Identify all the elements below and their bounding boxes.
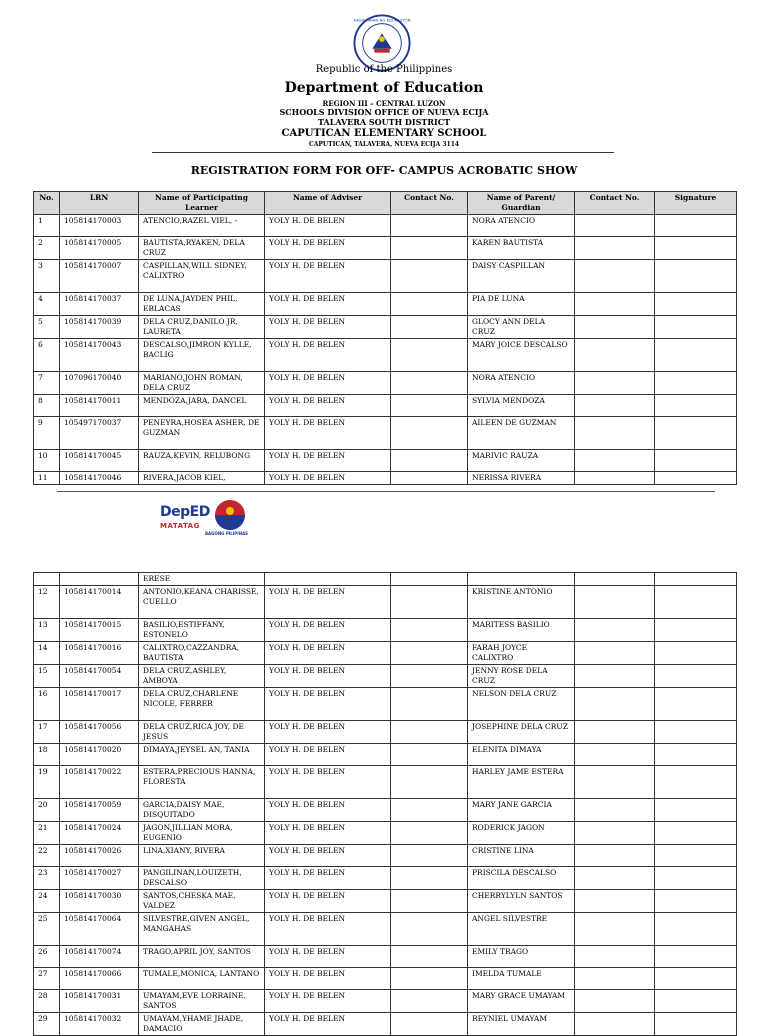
row-number: 1 — [34, 215, 60, 237]
table-row — [34, 822, 737, 845]
parent-contact-cell — [575, 890, 655, 913]
row-number: 24 — [34, 890, 60, 913]
lrn-cell: 105814170045 — [60, 450, 139, 472]
parent-name-cell: KRISTINE ANTONIO — [468, 586, 575, 619]
row-number: 13 — [34, 619, 60, 642]
adviser-name-cell: YOLY H. DE BELEN — [265, 293, 391, 316]
adviser-name-cell: YOLY H. DE BELEN — [265, 990, 391, 1013]
learner-name-cell: DESCALSO,JIMRON KYLLE, BACLIG — [139, 339, 265, 372]
parent-name-cell: JOSEPHINE DELA CRUZ — [468, 721, 575, 744]
adviser-name-cell: YOLY H. DE BELEN — [265, 946, 391, 968]
footer-logos — [160, 497, 260, 545]
signature-cell — [655, 913, 737, 946]
adviser-contact-cell — [391, 395, 468, 417]
table-row — [34, 1013, 737, 1036]
row-number: 2 — [34, 237, 60, 260]
lrn-cell: 105814170011 — [60, 395, 139, 417]
row-number — [34, 573, 60, 586]
lrn-cell: 105814170074 — [60, 946, 139, 968]
lrn-cell — [60, 573, 139, 586]
lrn-cell: 105814170066 — [60, 968, 139, 990]
signature-cell — [655, 215, 737, 237]
signature-cell — [655, 1013, 737, 1036]
adviser-contact-cell — [391, 665, 468, 688]
bagong-pilipinas-logo-icon — [210, 499, 250, 531]
learner-name-cell: MARIANO,JOHN ROMAN, DELA CRUZ — [139, 372, 265, 395]
parent-name-cell: DAISY CASPILLAN — [468, 260, 575, 293]
parent-contact-cell — [575, 744, 655, 766]
school-address: CAPUTICAN, TALAVERA, NUEVA ECIJA 3114 — [308, 141, 460, 148]
adviser-name-cell: YOLY H. DE BELEN — [265, 586, 391, 619]
row-number: 9 — [34, 417, 60, 450]
parent-contact-cell — [575, 237, 655, 260]
adviser-name-cell — [265, 573, 391, 586]
table-row — [34, 316, 737, 339]
parent-contact-cell — [575, 766, 655, 799]
table-row — [34, 293, 737, 316]
parent-contact-cell — [575, 260, 655, 293]
lrn-cell: 105497170037 — [60, 417, 139, 450]
lrn-cell: 105814170003 — [60, 215, 139, 237]
parent-contact-cell — [575, 619, 655, 642]
table-row — [34, 450, 737, 472]
lrn-cell: 105814170016 — [60, 642, 139, 665]
adviser-contact-cell — [391, 642, 468, 665]
adviser-name-cell: YOLY H. DE BELEN — [265, 472, 391, 485]
signature-cell — [655, 744, 737, 766]
learner-name-cell: JAGON,JILLIAN MORA, EUGENIO — [139, 822, 265, 845]
adviser-contact-cell — [391, 573, 468, 586]
adviser-contact-cell — [391, 1013, 468, 1036]
learner-name-cell: DE LUNA,JAYDEN PHIL, EBLACAS — [139, 293, 265, 316]
adviser-contact-cell — [391, 799, 468, 822]
learner-name-cell: TRAGO,APRIL JOY, SANTOS — [139, 946, 265, 968]
lrn-cell: 105814170056 — [60, 721, 139, 744]
parent-name-cell: MARY JANE GARCIA — [468, 799, 575, 822]
header-divider — [152, 152, 614, 153]
parent-name-cell — [468, 573, 575, 586]
signature-cell — [655, 642, 737, 665]
table-row — [34, 946, 737, 968]
parent-contact-cell — [575, 665, 655, 688]
lrn-cell: 105814170015 — [60, 619, 139, 642]
signature-cell — [655, 867, 737, 890]
learner-name-cell: GARCIA,DAISY MAE, DISQUITADO — [139, 799, 265, 822]
learner-name-cell: ESTERA,PRECIOUS HANNA, FLORESTA — [139, 766, 265, 799]
learner-name-cell: CASPILLAN,WILL SIDNEY, CALIXTRO — [139, 260, 265, 293]
lrn-cell: 105814170026 — [60, 845, 139, 867]
parent-name-cell: FARAH JOYCE CALIXTRO — [468, 642, 575, 665]
table-row — [34, 744, 737, 766]
adviser-contact-cell — [391, 721, 468, 744]
adviser-contact-cell — [391, 215, 468, 237]
adviser-contact-cell — [391, 472, 468, 485]
learner-name-cell: RAUZA,KEVIN, RELUBONG — [139, 450, 265, 472]
row-number: 15 — [34, 665, 60, 688]
parent-name-cell: ELENITA DIMAYA — [468, 744, 575, 766]
learner-name-cell: BAUTISTA,RYAKEN, DELA CRUZ — [139, 237, 265, 260]
adviser-contact-cell — [391, 450, 468, 472]
table-row — [34, 417, 737, 450]
table-row — [34, 665, 737, 688]
learner-name-cell: DELA CRUZ,ASHLEY, AMBOYA — [139, 665, 265, 688]
adviser-name-cell: YOLY H. DE BELEN — [265, 215, 391, 237]
parent-name-cell: ANGEL SILVESTRE — [468, 913, 575, 946]
adviser-name-cell: YOLY H. DE BELEN — [265, 968, 391, 990]
parent-contact-cell — [575, 990, 655, 1013]
adviser-name-cell: YOLY H. DE BELEN — [265, 799, 391, 822]
adviser-contact-cell — [391, 867, 468, 890]
learner-name-cell: DELA CRUZ,CHARLENE NICOLE, FERRER — [139, 688, 265, 721]
learner-name-cell: DELA CRUZ,RICA JOY, DE JESUS — [139, 721, 265, 744]
parent-contact-cell — [575, 867, 655, 890]
signature-cell — [655, 721, 737, 744]
registration-table-page2 — [33, 572, 737, 1036]
column-header: Contact No. — [575, 192, 655, 215]
column-header: No. — [34, 192, 60, 215]
row-number: 29 — [34, 1013, 60, 1036]
adviser-contact-cell — [391, 339, 468, 372]
adviser-name-cell: YOLY H. DE BELEN — [265, 316, 391, 339]
row-number: 3 — [34, 260, 60, 293]
district-label: TALAVERA SOUTH DISTRICT — [317, 117, 451, 127]
signature-cell — [655, 293, 737, 316]
parent-contact-cell — [575, 688, 655, 721]
lrn-cell: 105814170032 — [60, 1013, 139, 1036]
signature-cell — [655, 472, 737, 485]
learner-name-cell: PANGILINAN,LOUIZETH, DESCALSO — [139, 867, 265, 890]
parent-name-cell: PIA DE LUNA — [468, 293, 575, 316]
parent-contact-cell — [575, 573, 655, 586]
adviser-name-cell: YOLY H. DE BELEN — [265, 721, 391, 744]
school-name: CAPUTICAN ELEMENTARY SCHOOL — [281, 128, 487, 139]
region-label: REGION III – CENTRAL LUZON — [322, 99, 446, 108]
table-row — [34, 688, 737, 721]
lrn-cell: 105814170054 — [60, 665, 139, 688]
adviser-contact-cell — [391, 293, 468, 316]
parent-name-cell: NORA ATENCIO — [468, 372, 575, 395]
parent-contact-cell — [575, 913, 655, 946]
parent-contact-cell — [575, 586, 655, 619]
table-row — [34, 845, 737, 867]
row-number: 23 — [34, 867, 60, 890]
table-row — [34, 573, 737, 586]
adviser-contact-cell — [391, 619, 468, 642]
learner-name-cell: SANTOS,CHESKA MAE, VALDEZ — [139, 890, 265, 913]
learner-name-cell: UMAYAM,EVE LORRAINE, SANTOS — [139, 990, 265, 1013]
learner-name-cell: PENEYRA,HOSEA ASHER, DE GUZMAN — [139, 417, 265, 450]
learner-name-cell: LINA,XIANY, RIVERA — [139, 845, 265, 867]
parent-name-cell: CRISTINE LINA — [468, 845, 575, 867]
signature-cell — [655, 586, 737, 619]
signature-cell — [655, 339, 737, 372]
row-number: 27 — [34, 968, 60, 990]
lrn-cell: 105814170027 — [60, 867, 139, 890]
adviser-name-cell: YOLY H. DE BELEN — [265, 642, 391, 665]
adviser-contact-cell — [391, 417, 468, 450]
parent-contact-cell — [575, 1013, 655, 1036]
adviser-name-cell: YOLY H. DE BELEN — [265, 867, 391, 890]
parent-name-cell: SYLVIA MENDOZA — [468, 395, 575, 417]
registration-table-page1 — [33, 191, 737, 485]
adviser-contact-cell — [391, 237, 468, 260]
table-row — [34, 766, 737, 799]
parent-name-cell: NELSON DELA CRUZ — [468, 688, 575, 721]
parent-name-cell: MARY JOICE DESCALSO — [468, 339, 575, 372]
row-number: 25 — [34, 913, 60, 946]
adviser-contact-cell — [391, 968, 468, 990]
parent-contact-cell — [575, 822, 655, 845]
table-row — [34, 913, 737, 946]
parent-contact-cell — [575, 845, 655, 867]
parent-contact-cell — [575, 642, 655, 665]
parent-contact-cell — [575, 339, 655, 372]
matatag-logo: MATATAG — [160, 522, 200, 530]
learner-name-cell: BASILIO,ESTIFFANY, ESTONELO — [139, 619, 265, 642]
lrn-cell: 107096170040 — [60, 372, 139, 395]
adviser-contact-cell — [391, 744, 468, 766]
adviser-name-cell: YOLY H. DE BELEN — [265, 688, 391, 721]
column-header: LRN — [60, 192, 139, 215]
adviser-name-cell: YOLY H. DE BELEN — [265, 890, 391, 913]
lrn-cell: 105814170030 — [60, 890, 139, 913]
page-separator — [57, 491, 715, 492]
adviser-name-cell: YOLY H. DE BELEN — [265, 372, 391, 395]
learner-name-cell: RIVERA,JACOB KIEL, — [139, 472, 265, 485]
table-row — [34, 990, 737, 1013]
signature-cell — [655, 799, 737, 822]
adviser-contact-cell — [391, 260, 468, 293]
signature-cell — [655, 395, 737, 417]
adviser-contact-cell — [391, 946, 468, 968]
adviser-contact-cell — [391, 372, 468, 395]
parent-name-cell: CHERRYLYLN SANTOS — [468, 890, 575, 913]
row-number: 4 — [34, 293, 60, 316]
learner-name-cell: DELA CRUZ,DANILO JR, LAURETA — [139, 316, 265, 339]
adviser-contact-cell — [391, 766, 468, 799]
lrn-cell: 105814170024 — [60, 822, 139, 845]
signature-cell — [655, 417, 737, 450]
parent-name-cell: HARLEY JAME ESTERA — [468, 766, 575, 799]
lrn-cell: 105814170014 — [60, 586, 139, 619]
adviser-contact-cell — [391, 845, 468, 867]
parent-name-cell: GLOCY ANN DELA CRUZ — [468, 316, 575, 339]
signature-cell — [655, 372, 737, 395]
table-row — [34, 642, 737, 665]
column-header: Signature — [655, 192, 737, 215]
row-number: 19 — [34, 766, 60, 799]
table-row — [34, 721, 737, 744]
signature-cell — [655, 845, 737, 867]
table-row — [34, 372, 737, 395]
lrn-cell: 105814170039 — [60, 316, 139, 339]
lrn-cell: 105814170005 — [60, 237, 139, 260]
parent-name-cell: PRISCILA DESCALSO — [468, 867, 575, 890]
signature-cell — [655, 968, 737, 990]
column-header: Name of Participating Learner — [139, 192, 265, 215]
learner-name-cell: DIMAYA,JEYSEL AN, TANIA — [139, 744, 265, 766]
parent-name-cell: MARIVIC RAUZA — [468, 450, 575, 472]
column-header: Contact No. — [391, 192, 468, 215]
table-row — [34, 472, 737, 485]
signature-cell — [655, 450, 737, 472]
parent-contact-cell — [575, 799, 655, 822]
learner-name-cell: SILVESTRE,GIVEN ANGEL, MANGAHAS — [139, 913, 265, 946]
parent-contact-cell — [575, 395, 655, 417]
adviser-name-cell: YOLY H. DE BELEN — [265, 339, 391, 372]
adviser-contact-cell — [391, 822, 468, 845]
adviser-name-cell: YOLY H. DE BELEN — [265, 913, 391, 946]
table-header-row — [34, 192, 737, 215]
deped-logo: DepED — [160, 504, 210, 520]
adviser-name-cell: YOLY H. DE BELEN — [265, 1013, 391, 1036]
adviser-name-cell: YOLY H. DE BELEN — [265, 822, 391, 845]
learner-name-cell: ERESE — [139, 573, 265, 586]
lrn-cell: 105814170020 — [60, 744, 139, 766]
row-number: 21 — [34, 822, 60, 845]
division-label: SCHOOLS DIVISION OFFICE OF NUEVA ECIJA — [279, 107, 489, 117]
column-header: Name of Parent/ Guardian — [468, 192, 575, 215]
parent-name-cell: MARY GRACE UMAYAM — [468, 990, 575, 1013]
parent-contact-cell — [575, 372, 655, 395]
row-number: 11 — [34, 472, 60, 485]
adviser-name-cell: YOLY H. DE BELEN — [265, 744, 391, 766]
table-row — [34, 339, 737, 372]
learner-name-cell: UMAYAM,YHAME JHADE, DAMACIO — [139, 1013, 265, 1036]
bagong-pilipinas-label: BAGONG PILIPINAS — [205, 531, 249, 536]
parent-name-cell: JENNY ROSE DELA CRUZ — [468, 665, 575, 688]
adviser-contact-cell — [391, 913, 468, 946]
parent-contact-cell — [575, 316, 655, 339]
learner-name-cell: MENDOZA,JARA, DANCEL — [139, 395, 265, 417]
learner-name-cell: ANTONIO,KEANA CHARISSE, CUELLO — [139, 586, 265, 619]
parent-name-cell: KAREN BAUTISTA — [468, 237, 575, 260]
adviser-name-cell: YOLY H. DE BELEN — [265, 417, 391, 450]
row-number: 6 — [34, 339, 60, 372]
table-row — [34, 968, 737, 990]
signature-cell — [655, 890, 737, 913]
table-row — [34, 867, 737, 890]
adviser-name-cell: YOLY H. DE BELEN — [265, 665, 391, 688]
row-number: 8 — [34, 395, 60, 417]
adviser-name-cell: YOLY H. DE BELEN — [265, 619, 391, 642]
row-number: 10 — [34, 450, 60, 472]
parent-contact-cell — [575, 946, 655, 968]
parent-name-cell: MARITESS BASILIO — [468, 619, 575, 642]
row-number: 14 — [34, 642, 60, 665]
parent-contact-cell — [575, 450, 655, 472]
parent-name-cell: NORA ATENCIO — [468, 215, 575, 237]
column-header: Name of Adviser — [265, 192, 391, 215]
lrn-cell: 105814170037 — [60, 293, 139, 316]
parent-contact-cell — [575, 968, 655, 990]
parent-name-cell: REYNIEL UMAYAM — [468, 1013, 575, 1036]
adviser-contact-cell — [391, 688, 468, 721]
adviser-name-cell: YOLY H. DE BELEN — [265, 845, 391, 867]
parent-name-cell: IMELDA TUMALE — [468, 968, 575, 990]
row-number: 26 — [34, 946, 60, 968]
republic-label: Republic of the Philippines — [315, 64, 453, 75]
row-number: 17 — [34, 721, 60, 744]
parent-contact-cell — [575, 417, 655, 450]
table-row — [34, 890, 737, 913]
signature-cell — [655, 665, 737, 688]
table-row — [34, 260, 737, 293]
lrn-cell: 105814170007 — [60, 260, 139, 293]
lrn-cell: 105814170031 — [60, 990, 139, 1013]
seal-text: KAGAWARAN NG EDUKASYON — [353, 17, 411, 23]
adviser-contact-cell — [391, 990, 468, 1013]
row-number: 20 — [34, 799, 60, 822]
learner-name-cell: CALIXTRO,CAZZANDRA, BAUTISTA — [139, 642, 265, 665]
parent-name-cell: AILEEN DE GUZMAN — [468, 417, 575, 450]
parent-contact-cell — [575, 472, 655, 485]
parent-contact-cell — [575, 215, 655, 237]
signature-cell — [655, 316, 737, 339]
parent-name-cell: NERISSA RIVERA — [468, 472, 575, 485]
parent-name-cell: RODERICK JAGON — [468, 822, 575, 845]
signature-cell — [655, 573, 737, 586]
row-number: 16 — [34, 688, 60, 721]
signature-cell — [655, 688, 737, 721]
lrn-cell: 105814170022 — [60, 766, 139, 799]
parent-contact-cell — [575, 721, 655, 744]
adviser-contact-cell — [391, 890, 468, 913]
signature-cell — [655, 946, 737, 968]
table-row — [34, 215, 737, 237]
adviser-contact-cell — [391, 586, 468, 619]
signature-cell — [655, 766, 737, 799]
signature-cell — [655, 260, 737, 293]
adviser-name-cell: YOLY H. DE BELEN — [265, 766, 391, 799]
parent-contact-cell — [575, 293, 655, 316]
row-number: 12 — [34, 586, 60, 619]
row-number: 22 — [34, 845, 60, 867]
adviser-name-cell: YOLY H. DE BELEN — [265, 395, 391, 417]
signature-cell — [655, 619, 737, 642]
row-number: 18 — [34, 744, 60, 766]
row-number: 28 — [34, 990, 60, 1013]
adviser-name-cell: YOLY H. DE BELEN — [265, 237, 391, 260]
table-row — [34, 619, 737, 642]
table-row — [34, 395, 737, 417]
signature-cell — [655, 822, 737, 845]
adviser-name-cell: YOLY H. DE BELEN — [265, 450, 391, 472]
signature-cell — [655, 990, 737, 1013]
row-number: 5 — [34, 316, 60, 339]
table-row — [34, 799, 737, 822]
department-title: Department of Education — [284, 80, 484, 96]
learner-name-cell: ATENCIO,RAZEL VIEL, - — [139, 215, 265, 237]
row-number: 7 — [34, 372, 60, 395]
lrn-cell: 105814170046 — [60, 472, 139, 485]
table-row — [34, 586, 737, 619]
parent-name-cell: EMILY TRAGO — [468, 946, 575, 968]
learner-name-cell: TUMALE,MONICA, LANTANO — [139, 968, 265, 990]
adviser-name-cell: YOLY H. DE BELEN — [265, 260, 391, 293]
signature-cell — [655, 237, 737, 260]
adviser-contact-cell — [391, 316, 468, 339]
lrn-cell: 105814170043 — [60, 339, 139, 372]
lrn-cell: 105814170064 — [60, 913, 139, 946]
table-row — [34, 237, 737, 260]
lrn-cell: 105814170017 — [60, 688, 139, 721]
form-title: REGISTRATION FORM FOR OFF- CAMPUS ACROBATIC SHOW — [190, 164, 578, 177]
lrn-cell: 105814170059 — [60, 799, 139, 822]
